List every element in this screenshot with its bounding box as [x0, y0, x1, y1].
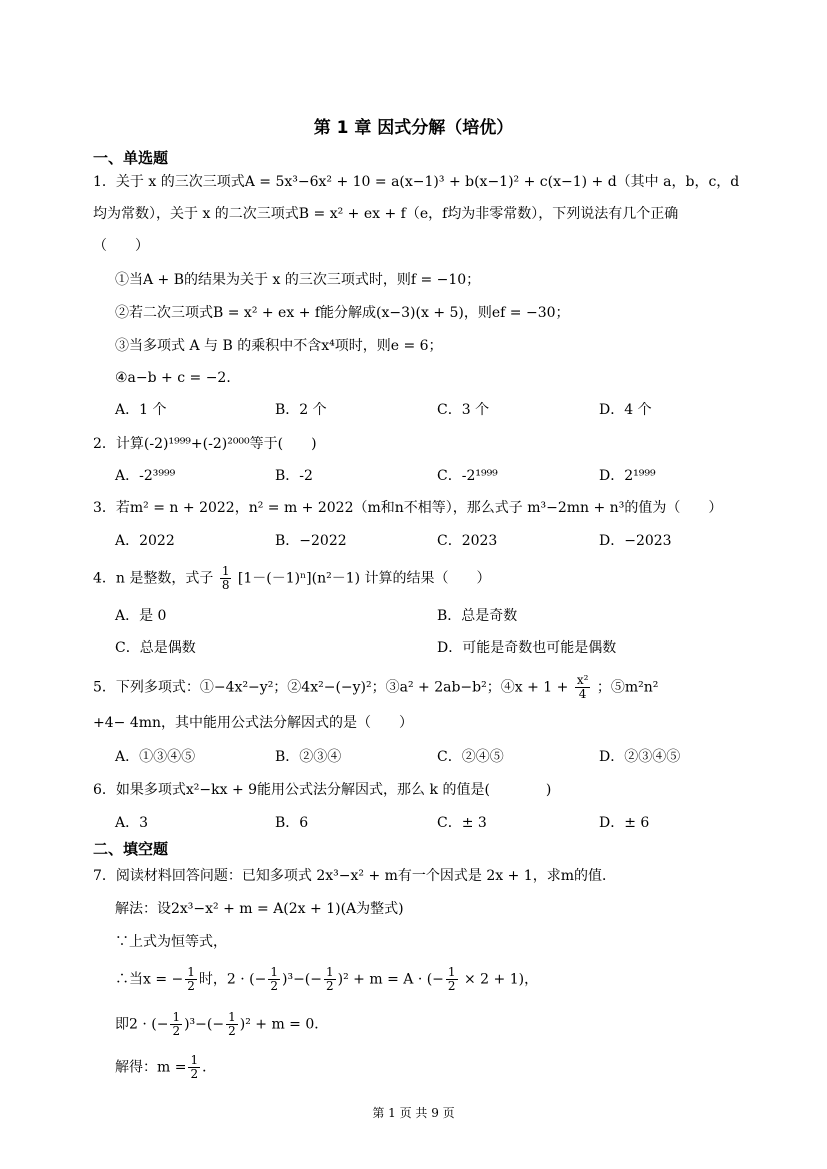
q5-option-a: A．①③④⑤: [115, 749, 196, 765]
fraction-numerator: 1: [447, 965, 456, 979]
q2-option-c: C．-2¹⁹⁹⁹: [437, 468, 498, 484]
q1-statement-2: ②若二次三项式B = x² + ex + f能分解成(x−3)(x + 5)，则ef = −30；: [115, 305, 570, 321]
q1-option-a: A．1 个: [115, 402, 167, 418]
q7-l3-part-b: 时，2 · (−: [198, 971, 267, 988]
q6-option-d: D．± 6: [599, 815, 650, 831]
q5-stem-suffix: ；⑤m²n²: [596, 679, 659, 696]
q7-l4-part-c: )² + m = 0．: [239, 1016, 329, 1033]
fraction-denominator: 2: [228, 1024, 236, 1038]
q7-l3-fraction-3: [324, 966, 336, 993]
q7-l3-fraction-2: [268, 966, 280, 993]
q7-l3-fraction-1: [185, 966, 197, 993]
q7-l4-part-b: )³−(−: [184, 1016, 225, 1033]
q7-solution-line-2: ∵上式为恒等式，: [115, 934, 227, 950]
q7-solution-line-3: [115, 966, 538, 993]
fraction-denominator: 2: [172, 1024, 181, 1038]
q1-statement-4: ④a−b + c = −2．: [115, 370, 241, 386]
fraction-denominator: 2: [270, 979, 278, 993]
q2-stem: 2．计算(-2)¹⁹⁹⁹+(-2)²⁰⁰⁰等于( ): [93, 436, 317, 452]
section-heading-single-choice: 一、单选题: [93, 149, 169, 167]
fraction-numerator: 1: [228, 1010, 236, 1024]
fraction-denominator: 2: [190, 1067, 199, 1081]
q4-option-d: D．可能是奇数也可能是偶数: [437, 640, 617, 656]
q6-stem: 6．如果多项式x²−kx + 9能用公式法分解因式，那么 k 的值是( ): [93, 782, 552, 798]
q6-option-a: A．3: [115, 815, 149, 831]
q7-stem: 7．阅读材料回答问题：已知多项式 2x³−x² + m有一个因式是 2x + 1，求m的值．: [93, 868, 616, 884]
q1-statement-1: ①当A + B的结果为关于 x 的三次三项式时，则f = −10；: [115, 272, 481, 288]
q1-option-d: D．4 个: [599, 402, 652, 418]
q7-l5-fraction: [188, 1054, 200, 1081]
q2-option-a: A．-2³⁹⁹⁹: [115, 468, 176, 484]
q5-stem-line-1: [93, 674, 658, 701]
q4-stem-suffix: [1－(－1)ⁿ](n²－1) 计算的结果（ ）: [237, 570, 491, 587]
q2-option-b: B．-2: [275, 468, 313, 484]
q2-option-d: D．2¹⁹⁹⁹: [599, 468, 656, 484]
q7-l5-part-b: ．: [202, 1059, 217, 1076]
fraction-denominator: 2: [447, 979, 456, 993]
q4-stem-prefix: 4．n 是整数，式子: [93, 570, 214, 587]
q6-option-b: B．6: [275, 815, 309, 831]
q3-stem: 3．若m² = n + 2022，n² = m + 2022（m和n不相等），那么式子 m³−2mn + n³的值为（ ）: [93, 500, 723, 516]
q6-option-c: C．± 3: [437, 815, 487, 831]
q1-stem-line-3: （ ）: [93, 238, 149, 254]
q7-l5-part-a: 解得：m =: [115, 1059, 187, 1076]
fraction-denominator: 2: [326, 979, 334, 993]
q7-l4-fraction-2: [226, 1011, 238, 1038]
q4-stem: [93, 565, 491, 592]
q5-fraction-numerator: x²: [576, 673, 589, 687]
q1-option-c: C．3 个: [437, 402, 490, 418]
q5-stem-prefix: 5．下列多项式：①−4x²−y²；②4x²−(−y)²；③a² + 2ab−b²；④x + 1 +: [93, 679, 569, 696]
q7-l3-fraction-4: [446, 966, 458, 993]
q4-option-b: B．总是奇数: [437, 608, 518, 624]
page-title: 第 1 章 因式分解（培优）: [313, 118, 514, 138]
q4-fraction-denominator: 8: [221, 578, 230, 592]
q5-stem-line-2: +4− 4mn，其中能用公式法分解因式的是（ ）: [93, 715, 414, 731]
fraction-numerator: 1: [187, 965, 195, 979]
q7-l3-part-c: )³−(−: [282, 971, 322, 988]
q7-l3-part-e: × 2 + 1)，: [459, 971, 539, 988]
q5-option-b: B．②③④: [275, 749, 342, 765]
q3-option-d: D．−2023: [599, 533, 672, 549]
q3-option-a: A．2022: [115, 533, 175, 549]
fraction-numerator: 1: [326, 965, 334, 979]
q3-option-b: B．−2022: [275, 533, 347, 549]
q3-option-c: C．2023: [437, 533, 498, 549]
q1-option-b: B．2 个: [275, 402, 327, 418]
fraction-numerator: 1: [172, 1010, 181, 1024]
q7-solution-line-5: [115, 1054, 216, 1081]
q7-solution-line-4: [115, 1011, 328, 1038]
q5-fraction: [575, 674, 591, 701]
page-footer: 第 1 页 共 9 页: [372, 1106, 455, 1120]
fraction-denominator: 2: [187, 979, 195, 993]
q7-l4-fraction-1: [170, 1011, 182, 1038]
q5-option-c: C．②④⑤: [437, 749, 504, 765]
q4-fraction-numerator: 1: [221, 564, 230, 578]
q5-option-d: D．②③④⑤: [599, 749, 681, 765]
q4-option-a: A．是 0: [115, 608, 167, 624]
q4-fraction: [220, 565, 232, 592]
q7-l4-part-a: 即2 · (−: [115, 1016, 169, 1033]
fraction-numerator: 1: [270, 965, 278, 979]
q7-l3-part-d: )² + m = A · (−: [337, 971, 444, 988]
section-heading-fill-in: 二、填空题: [93, 840, 169, 858]
q1-stem-line-2: 均为常数），关于 x 的二次三项式B = x² + ex + f（e，f均为非零常数），下列说法有几个正确: [93, 206, 679, 222]
q7-l3-part-a: ∴当x = −: [115, 971, 184, 988]
q1-stem-line-1: 1．关于 x 的三次三项式A = 5x³−6x² + 10 = a(x−1)³ + b(x−1)² + c(x−1) + d（其中 a，b，c，d: [93, 174, 740, 190]
q5-fraction-denominator: 4: [578, 687, 587, 701]
q7-solution-line-1: 解法：设2x³−x² + m = A(2x + 1)(A为整式): [115, 901, 404, 917]
q4-option-c: C．总是偶数: [115, 640, 196, 656]
q1-statement-3: ③当多项式 A 与 B 的乘积中不含x⁴项时，则e = 6；: [115, 338, 443, 354]
fraction-numerator: 1: [190, 1053, 199, 1067]
